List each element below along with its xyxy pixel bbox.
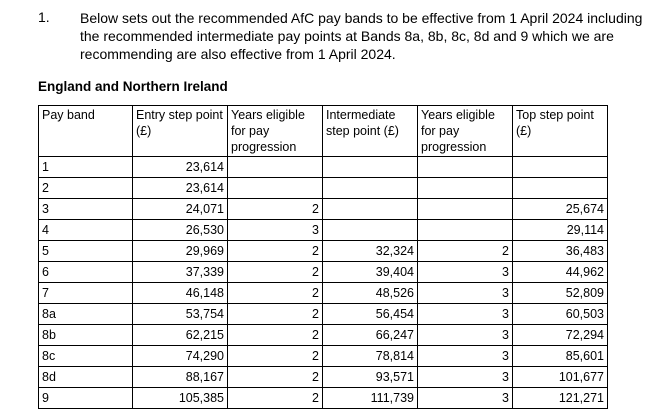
table-cell: 85,601 — [513, 346, 608, 367]
column-header: Top step point (£) — [513, 106, 608, 157]
table-cell: 56,454 — [323, 304, 418, 325]
table-cell: 26,530 — [133, 220, 228, 241]
table-cell — [323, 178, 418, 199]
table-cell: 2 — [228, 325, 323, 346]
table-cell: 2 — [228, 346, 323, 367]
pay-band-cell: 5 — [39, 241, 133, 262]
table-cell: 23,614 — [133, 178, 228, 199]
table-cell: 101,677 — [513, 367, 608, 388]
pay-band-cell: 6 — [39, 262, 133, 283]
table-cell: 39,404 — [323, 262, 418, 283]
pay-band-cell: 8d — [39, 367, 133, 388]
table-cell: 32,324 — [323, 241, 418, 262]
pay-band-cell: 4 — [39, 220, 133, 241]
table-row — [39, 283, 608, 304]
table-header-row — [39, 106, 608, 157]
table-cell: 60,503 — [513, 304, 608, 325]
table-cell — [513, 178, 608, 199]
pay-band-cell: 1 — [39, 157, 133, 178]
table-cell: 88,167 — [133, 367, 228, 388]
table-row — [39, 157, 608, 178]
table-cell — [228, 157, 323, 178]
table-cell: 2 — [228, 388, 323, 409]
table-cell: 3 — [418, 388, 513, 409]
table-row — [39, 241, 608, 262]
pay-band-cell: 7 — [39, 283, 133, 304]
table-cell — [418, 220, 513, 241]
table-cell: 23,614 — [133, 157, 228, 178]
table-cell: 111,739 — [323, 388, 418, 409]
table-row — [39, 367, 608, 388]
column-header: Years eligible for pay progression — [418, 106, 513, 157]
table-cell: 36,483 — [513, 241, 608, 262]
table-row — [39, 304, 608, 325]
pay-band-cell: 2 — [39, 178, 133, 199]
table-cell: 2 — [418, 241, 513, 262]
pay-band-cell: 8c — [39, 346, 133, 367]
table-row — [39, 346, 608, 367]
table-cell: 2 — [228, 304, 323, 325]
table-cell: 105,385 — [133, 388, 228, 409]
table-cell: 3 — [418, 262, 513, 283]
table-cell: 66,247 — [323, 325, 418, 346]
table-row — [39, 325, 608, 346]
table-cell: 3 — [418, 325, 513, 346]
table-cell: 3 — [418, 304, 513, 325]
table-cell — [418, 178, 513, 199]
list-item-number: 1. — [38, 9, 50, 25]
column-header: Intermediate step point (£) — [323, 106, 418, 157]
table-cell: 72,294 — [513, 325, 608, 346]
table-cell: 25,674 — [513, 199, 608, 220]
table-cell: 121,271 — [513, 388, 608, 409]
pay-band-cell: 9 — [39, 388, 133, 409]
table-cell — [418, 199, 513, 220]
table-cell: 29,969 — [133, 241, 228, 262]
table-row — [39, 220, 608, 241]
table-cell: 3 — [418, 346, 513, 367]
table-cell: 29,114 — [513, 220, 608, 241]
table-cell: 24,071 — [133, 199, 228, 220]
table-cell: 2 — [228, 283, 323, 304]
table-cell: 74,290 — [133, 346, 228, 367]
table-cell: 2 — [228, 262, 323, 283]
table-cell — [228, 178, 323, 199]
table-cell: 3 — [228, 220, 323, 241]
table-cell — [323, 199, 418, 220]
table-row — [39, 178, 608, 199]
table-cell: 2 — [228, 241, 323, 262]
table-cell: 2 — [228, 199, 323, 220]
section-heading: England and Northern Ireland — [38, 79, 228, 94]
table-cell: 46,148 — [133, 283, 228, 304]
column-header: Entry step point (£) — [133, 106, 228, 157]
table-cell: 52,809 — [513, 283, 608, 304]
table-cell — [323, 157, 418, 178]
table-row — [39, 199, 608, 220]
pay-band-cell: 8a — [39, 304, 133, 325]
table-cell — [323, 220, 418, 241]
table-cell: 48,526 — [323, 283, 418, 304]
table-cell: 3 — [418, 283, 513, 304]
intro-paragraph: Below sets out the recommended AfC pay bands to be effective from 1 April 2024 including the recommended intermediate pay points at Bands 8a, 8b, 8c, 8d and 9 which we are recommending are also effective from 1 April 2024. — [80, 10, 643, 62]
table-cell: 62,215 — [133, 325, 228, 346]
table-cell: 78,814 — [323, 346, 418, 367]
table-cell: 2 — [228, 367, 323, 388]
table-row — [39, 388, 608, 409]
table-cell: 37,339 — [133, 262, 228, 283]
table-cell — [513, 157, 608, 178]
pay-bands-table — [38, 105, 608, 409]
column-header: Years eligible for pay progression — [228, 106, 323, 157]
table-cell: 93,571 — [323, 367, 418, 388]
pay-band-cell: 3 — [39, 199, 133, 220]
table-row — [39, 262, 608, 283]
pay-band-cell: 8b — [39, 325, 133, 346]
table-cell: 3 — [418, 367, 513, 388]
table-cell: 53,754 — [133, 304, 228, 325]
column-header: Pay band — [39, 106, 133, 157]
table-cell: 44,962 — [513, 262, 608, 283]
table-cell — [418, 157, 513, 178]
